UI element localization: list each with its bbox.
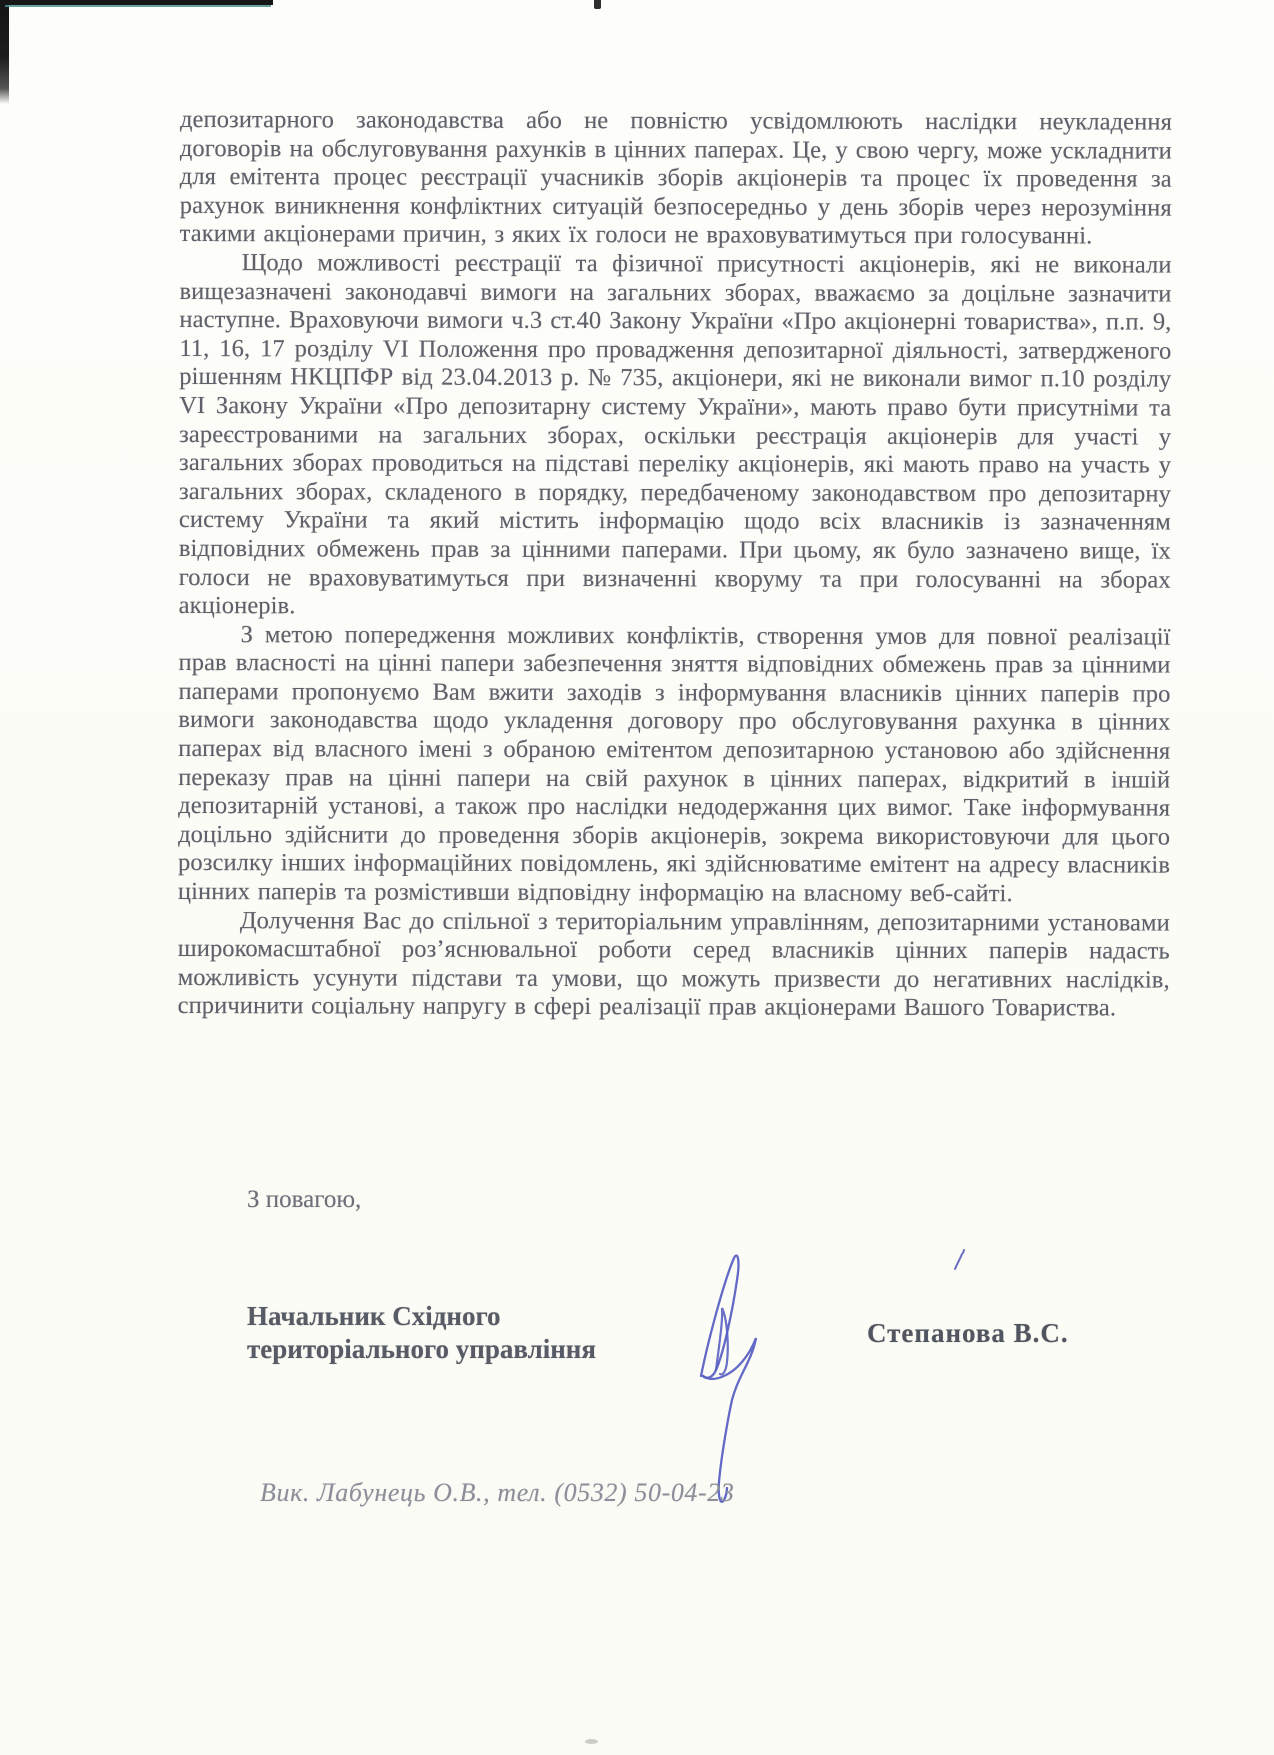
executor-note: Вик. Лабунець О.В., тел. (0532) 50-04-23 [260, 1478, 735, 1507]
letter-body [178, 106, 1172, 1024]
letter-paragraph-2: Щодо можливості реєстрації та фізичної присутності акціонерів, які не виконали вищезазначені законодавчі вимоги на загальних зборах, вважаємо за доцільне зазначити наступне. Враховуючи вимоги ч.3 ст.40 Закону України «Про акціонерні товариства», п.п. 9, 11, 16, 17 розділу VI Положення про провадження депозитарної діяльності, затвердженого рішенням НКЦПФР від 23.04.2013 р. № 735, акціонери, які не виконали вимог п.10 розділу VI Закону України «Про депозитарну систему України», мають право бути присутніми та зареєстрованими на загальних зборах, оскільки реєстрація акціонерів для участі у загальних зборах проводиться на підставі переліку акціонерів, які мають право на участь у загальних зборах, складеного в порядку, передбаченому законодавством про депозитарну систему України та який містить інформацію щодо всіх власників із зазначенням відповідних обмежень прав за цінними паперами. При цьому, як було зазначено вище, їх голоси не враховуватимуться при визначенні кворуму та при голосуванні на зборах акціонерів. [178, 249, 1172, 620]
scan-speck-top [594, 0, 601, 9]
letter-paragraph-1: депозитарного законодавства або не повністю усвідомлюють наслідки неукладення договорів на обслуговування рахунків в цінних паперах. Це, у свою чергу, може ускладнити для емітента процес реєстрації учасників зборів акціонерів та процес їх проведення за рахунок виникнення конфліктних ситуацій безпосередньо у день зборів через нерозуміння такими акціонерами причин, з яких їх голоси не враховуватимуться при голосуванні. [179, 106, 1172, 250]
signer-title-line1: Начальник Східного [247, 1301, 501, 1331]
signer-name: Степанова В.С. [867, 1318, 1069, 1348]
scan-edge-artifact-left [0, 0, 9, 104]
signer-title-line2: територіального управління [247, 1334, 596, 1364]
scan-speck-bottom [585, 1739, 598, 1744]
letter-closing: З повагою, [247, 1186, 362, 1213]
letter-paragraph-4: Долучення Вас до спільної з територіальним управлінням, депозитарними установами широкомасштабної роз’яснювальної роботи серед власників цінних паперів надасть можливість усунути підстави та умови, що можуть призвести до негативних наслідків, спричинити соціальну напругу в сфері реалізації прав акціонерами Вашого Товариства. [177, 906, 1170, 1022]
scan-teal-line-artifact [5, 5, 271, 7]
signer-title [247, 1300, 596, 1366]
pen-mark [948, 1248, 968, 1276]
letter-paragraph-3: З метою попередження можливих конфліктів, створення умов для повної реалізації прав власності на цінні папери забезпечення зняття відповідних обмежень прав за цінними паперами пропонуємо Вам вжити заходів з інформування власників цінних паперів про вимоги законодавства щодо укладення договору про обслуговування рахунка в цінних паперах від власного імені з обраною емітентом депозитарною установою або здійснення переказу прав на цінні папери на свій рахунок в цінних паперах, відкритий в іншій депозитарній установі, а також про наслідки недодержання цих вимог. Таке інформування доцільно здійснити до проведення зборів акціонерів, зокрема використовуючи для цього розсилку інших інформаційних повідомлень, які здійснюватиме емітент на адресу власників цінних паперів та розмістивши відповідну інформацію на власному веб-сайті. [177, 620, 1171, 908]
